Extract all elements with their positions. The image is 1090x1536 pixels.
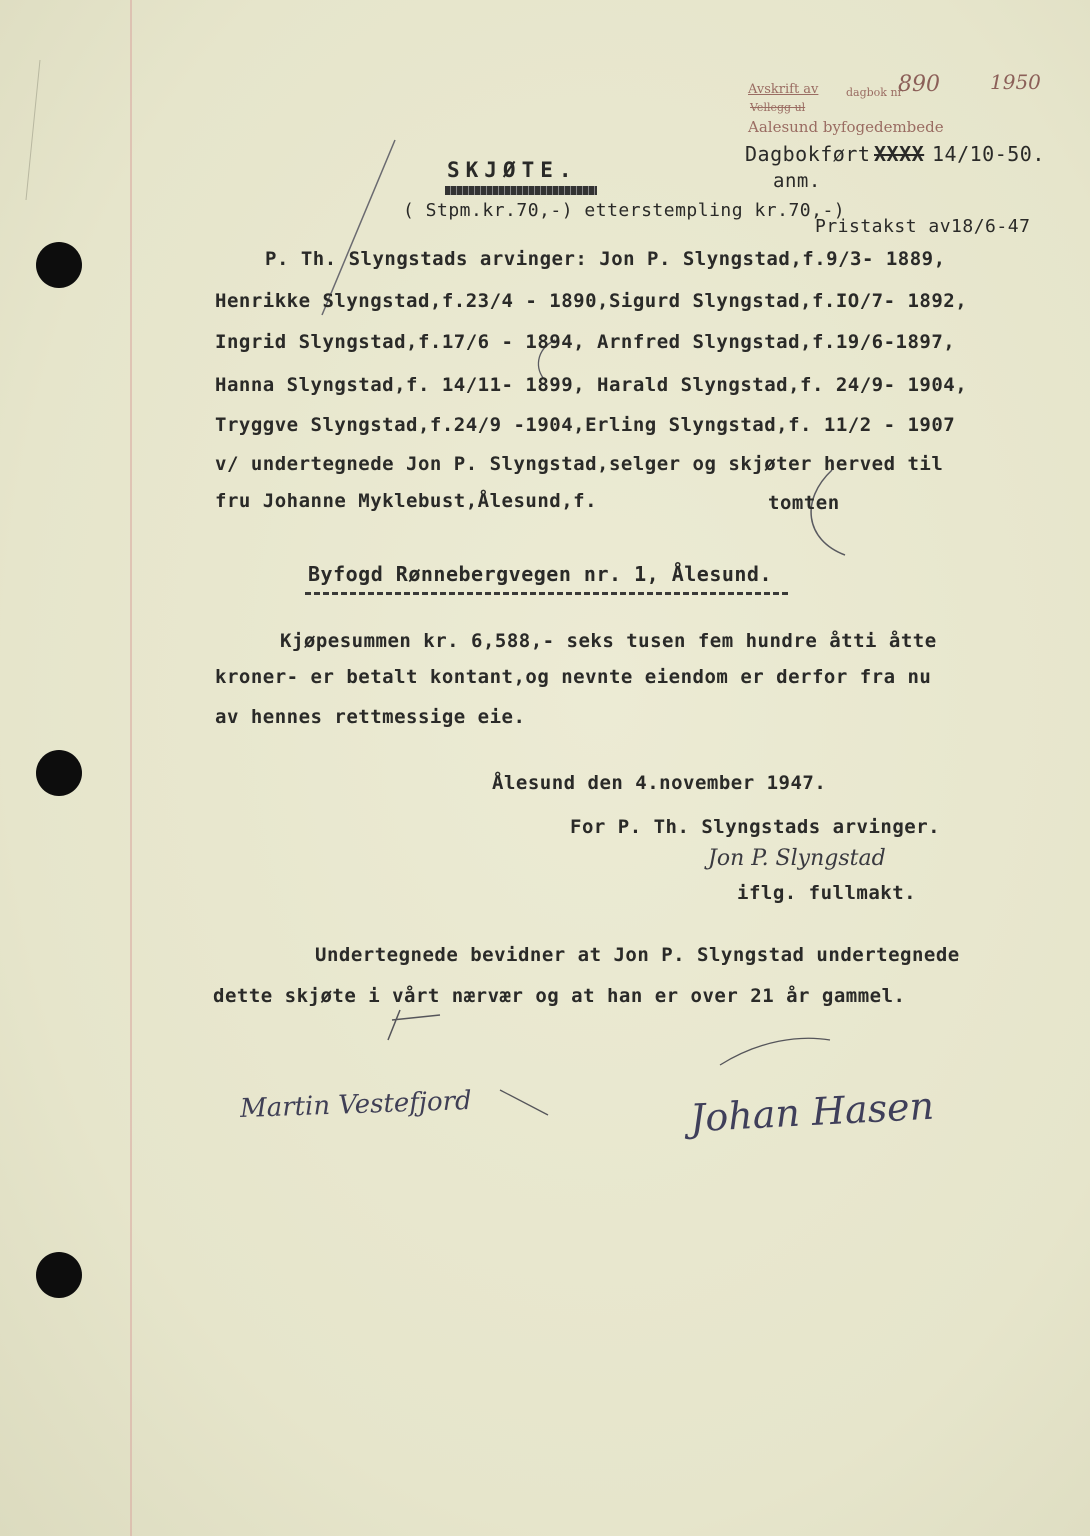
stamp-office: Aalesund byfogedembede [748,118,944,136]
body-line-2: Henrikke Slyngstad,f.23/4 - 1890,Sigurd Slyngstad,f.IO/7- 1892, [215,290,968,312]
dagbokfort-label: Dagbokført [745,142,871,166]
dagbokfort-date: 14/10-50. [932,142,1045,166]
body-line-3: Ingrid Slyngstad,f.17/6 - 1894, Arnfred Slyngstad,f.19/6-1897, [215,331,956,353]
payment-line-3: av hennes rettmessige eie. [215,706,526,728]
dagbokfort-struck: XXXX [874,142,925,166]
document-title: SKJØTE. [447,158,578,182]
property-dash-underline [305,592,788,595]
place-date: Ålesund den 4.november 1947. [492,772,827,794]
body-line-4: Hanna Slyngstad,f. 14/11- 1899, Harald Slyngstad,f. 24/9- 1904, [215,374,968,396]
buyer-line: fru Johanne Myklebust,Ålesund,f. [215,490,598,512]
stamp-avskrift-label: Avskrift av [748,82,819,97]
property-address: Byfogd Rønnebergvegen nr. 1, Ålesund. [308,562,773,586]
for-line: For P. Th. Slyngstads arvinger. [570,816,941,838]
stamp-struck-office: Vellegg ul [750,101,806,114]
witness-line-2: dette skjøte i vårt nærvær og at han er over 21 år gammel. [213,985,906,1007]
body-line-1: P. Th. Slyngstads arvinger: Jon P. Slyngstad,f.9/3- 1889, [265,248,946,270]
stamp-dagbok-number: 890 [898,72,940,97]
iflg-fullmakt: iflg. fullmakt. [737,882,917,904]
payment-line-2: kroner- er betalt kontant,og nevnte eiendom er derfor fra nu [215,666,932,688]
pristakst-line: Pristakst av18/6-47 [815,216,1031,237]
witness-signature-1: Martin Vestefjord [239,1085,473,1125]
body-line-6: v/ undertegnede Jon P. Slyngstad,selger og skjøter herved til [215,453,944,475]
witness-signature-2: Johan Hasen [689,1083,936,1141]
witness-line-1: Undertegnede bevidner at Jon P. Slyngstad undertegnede [315,944,960,966]
stamp-duty-line: ( Stpm.kr.70,-) etterstempling kr.70,-) [403,200,846,221]
anm-label: anm. [773,170,821,192]
seller-signature: Jon P. Slyngstad [708,846,886,871]
title-underline [445,186,597,195]
payment-line-1: Kjøpesummen kr. 6,588,- seks tusen fem hundre åtti åtte [280,630,937,652]
stamp-year: 1950 [990,70,1041,94]
stamp-dagbok-label: dagbok nr [846,86,903,99]
body-line-5: Tryggve Slyngstad,f.24/9 -1904,Erling Slyngstad,f. 11/2 - 1907 [215,414,956,436]
tomten-word: tomten [768,492,840,514]
